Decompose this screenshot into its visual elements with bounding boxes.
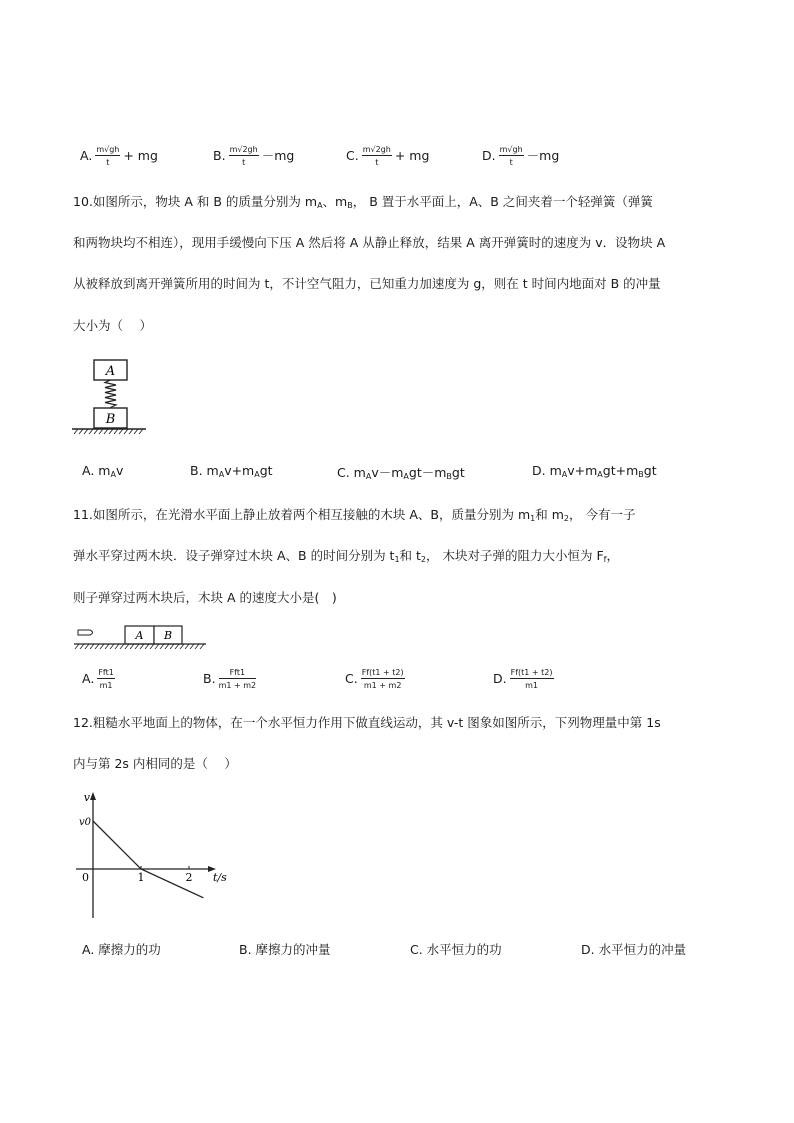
q10-stem-line-4: 大小为（ ） — [73, 318, 152, 333]
q10-stem-line-1: 10.如图所示，物块 A 和 B 的质量分别为 $m_A$、$m_B$， B 置于水平面上，A、B 之间夹着一个轻弹簧（弹簧 — [73, 194, 653, 210]
q11-option-b[interactable]: B. $\frac{\text{Fft1}}{m1 + m2}$ — [203, 668, 257, 690]
q10-stem-line-2: 和两物块均不相连），现用手缓慢向下压 A 然后将 A 从静止释放，结果 A 离开弹簧时的速度为 v．设物块 A — [73, 235, 666, 250]
q9-option-d[interactable]: D. $\frac{m√gh}{t}$ －mg — [482, 145, 560, 167]
surface-hatching — [75, 644, 204, 649]
q10-option-a[interactable]: A. $m_Av$ — [82, 463, 124, 479]
q9-option-b[interactable]: B. $\frac{m√2gh}{t}$ －mg — [213, 145, 295, 167]
q11-option-c[interactable]: C. $\frac{Ff(t1 + t2)}{m1 + m2}$ — [345, 668, 404, 690]
block-a-label: A — [135, 629, 144, 642]
block-a-label: A — [105, 364, 116, 379]
velocity-series-line — [93, 821, 203, 898]
q10-option-b[interactable]: B. $m_Av+m_Agt$ — [190, 463, 273, 479]
y-axis-label: v — [83, 791, 90, 804]
q10-stem-line-3: 从被释放到离开弹簧所用的时间为 t，不计空气阻力，已知重力加速度为 g，则在 t 时间内地面对 B 的冲量 — [73, 276, 661, 291]
x-tick-label-1: 1 — [137, 871, 145, 884]
q11-option-a[interactable]: A. $\frac{\text{Fft1}}{m1}$ — [82, 668, 114, 690]
y-axis-arrow-icon — [90, 792, 96, 800]
q12-option-a[interactable]: A. 摩擦力的功 — [82, 942, 161, 957]
q12-vt-chart — [70, 788, 230, 926]
q11-stem-line-3: 则子弹穿过两木块后，木块 A 的速度大小是( ) — [73, 590, 337, 605]
q10-spring-figure — [72, 356, 152, 438]
x-tick-label-2: 2 — [185, 871, 193, 884]
q10-option-d[interactable]: D. $m_Av+m_Agt+m_Bgt$ — [532, 463, 657, 479]
q11-option-b-fraction: $\frac{\text{Fft1}}{m1 + m2}$ — [218, 668, 257, 690]
q9-option-c[interactable]: C. $\frac{m√2gh}{t}$ + mg — [346, 145, 430, 167]
q12-option-d[interactable]: D. 水平恒力的冲量 — [581, 942, 687, 957]
origin-label: 0 — [82, 871, 89, 884]
chart-axes — [76, 792, 216, 918]
q11-option-d[interactable]: D. $\frac{Ff(t1 + t2)}{m1}$ — [493, 668, 553, 690]
q9-option-a[interactable]: A. $\frac{m√gh}{t}$ + mg — [80, 145, 158, 167]
q12-stem-line-1: 12.粗糙水平地面上的物体，在一个水平恒力作用下做直线运动，其 v-t 图象如图所示，下列物理量中第 1s — [73, 715, 661, 730]
q9-option-a-fraction: $\frac{m√gh}{t}$ — [96, 145, 120, 167]
q10-option-c[interactable]: C. $m_Av-m_Agt-m_Bgt$ — [337, 465, 465, 481]
q11-option-a-fraction: $\frac{\text{Fft1}}{m1}$ — [98, 668, 114, 690]
q11-option-c-fraction: $\frac{Ff(t1 + t2)}{m1 + m2}$ — [361, 668, 404, 690]
x-axis-label: t/s — [213, 871, 227, 884]
q12-option-c[interactable]: C. 水平恒力的功 — [410, 942, 502, 957]
q9-option-b-fraction: $\frac{m√2gh}{t}$ — [229, 145, 258, 167]
q12-stem-line-2: 内与第 2s 内相同的是（ ） — [73, 756, 237, 771]
q11-stem-line-1: 11.如图所示，在光滑水平面上静止放着两个相互接触的木块 A、B，质量分别为 $m_1$和 $m_2$， 今有一子 — [73, 507, 636, 523]
q12-option-b[interactable]: B. 摩擦力的冲量 — [239, 942, 331, 957]
q11-stem-line-2: 弹水平穿过两木块．设子弹穿过木块 A、B 的时间分别为 $t_1$和 $t_2$， 木块对子弹的阻力大小恒为 $F_f$， — [73, 548, 619, 564]
y-tick-label-v0: v0 — [78, 817, 91, 828]
q11-bullet-figure — [74, 622, 210, 654]
block-b-label: B — [105, 412, 116, 427]
q9-option-d-fraction: $\frac{m√gh}{t}$ — [499, 145, 523, 167]
spring — [105, 380, 116, 408]
ground-hatching — [74, 429, 143, 434]
block-b-label: B — [163, 629, 173, 642]
q9-option-c-fraction: $\frac{m√2gh}{t}$ — [362, 145, 391, 167]
bullet-icon — [78, 630, 93, 635]
q11-option-d-fraction: $\frac{Ff(t1 + t2)}{m1}$ — [510, 668, 553, 690]
